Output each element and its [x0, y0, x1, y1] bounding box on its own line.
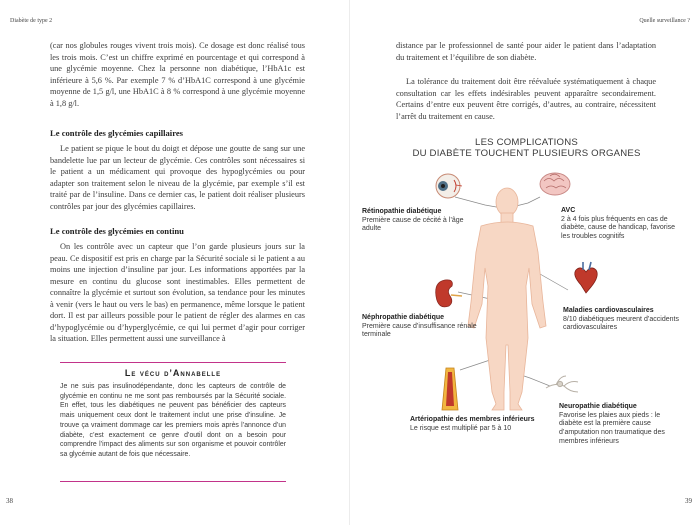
heading-continuous-glucose: Le contrôle des glycémies en continu	[50, 226, 184, 236]
box-bottom-rule	[60, 481, 286, 482]
running-head-right: Quelle surveillance ?	[639, 18, 690, 24]
testimony-box-text: Je ne suis pas insulinodépendante, donc les capteurs de contrôle de glycémie en continu ne me sont pas remboursés par la Sécurité sociale. En effet, tous les diabétiques ne peuvent pas bénéficier des capteurs mais uniquement ceux dont le traitement inclut une prise d’insuline. Je trouve ça vraiment dommage car les premiers mois après l’annonce d’un diabète, c’est exactement ce genre d’outil dont on a besoin pour comprendre l’impact des aliments sur son organisme et pouvoir contrôler sa glycémie autant de fois que nécessaire.	[60, 383, 286, 458]
paragraph-remote-monitoring: distance par le professionnel de santé pour aider le patient dans l’adaptation du traitement et l’équilibre de son diabète.	[396, 41, 656, 62]
paragraph-hba1c: (car nos globules rouges vivent trois mois). Ce dosage est donc réalisé tous les trois mois. C’est un chiffre exprimé en pourcentage et qui correspond à une glycémie moyenne. Chez la personne non diabétique, l’HbA1c est inférieure à 5,6 %. Par exemple 7 % d’HbA1C correspond à une glycémie moyenne de 1,5 g/l, une HbA1C à 8 % correspond à une glycémie moyenne à 1,8 g/l.	[50, 41, 305, 108]
label-arteriopathy	[410, 416, 535, 433]
infographic-title-line1: LES COMPLICATIONS	[475, 137, 578, 148]
paragraph-treatment-tolerance: La tolérance du traitement doit être réévaluée systématiquement à chaque consultation car les effets indésirables peuvent apparaître secondairement. Certains d’entre eux peuvent être corrigés, d’autres, au contraire, nécessitent l’arrêt du traitement en cause.	[396, 77, 656, 121]
nephropathy-title: Néphropathie diabétique	[362, 314, 445, 321]
nephropathy-text: Première cause d’insuffisance rénale terminale	[362, 322, 477, 339]
brain-icon	[540, 173, 570, 195]
retinopathy-title: Rétinopathie diabétique	[362, 208, 442, 215]
page-number-right: 39	[685, 497, 692, 505]
page-number-left: 38	[6, 497, 13, 505]
neuropathy-title: Neuropathie diabétique	[559, 403, 637, 410]
connector-eye	[455, 197, 502, 208]
arteriopathy-text: Le risque est multiplié par 5 à 10	[410, 424, 512, 432]
cardiovascular-title: Maladies cardiovasculaires	[563, 307, 654, 314]
human-body-silhouette	[468, 188, 546, 410]
eye-icon	[436, 174, 462, 198]
label-retinopathy	[362, 208, 477, 234]
infographic-title-line2: DU DIABÈTE TOUCHENT PLUSIEURS ORGANES	[412, 148, 641, 159]
label-cardiovascular	[563, 307, 683, 333]
running-head-left: Diabète de type 2	[10, 18, 53, 24]
kidney-icon	[436, 280, 462, 307]
artery-icon	[442, 368, 458, 410]
heart-icon	[575, 262, 597, 293]
paragraph-capillary: Le patient se pique le bout du doigt et dépose une goutte de sang sur une bandelette lue par un lecteur de glycémie. Ces contrôles sont nécessaires si le patient a un médicament qui provoque des hypoglycémies ou pour adapter son traitement selon le niveau de la glycémie, par exemple s’il est traité par de l’insuline. Dans ce dernier cas, le patient doit réaliser plusieurs contrôles par jour des glycémies capillaires.	[50, 144, 305, 211]
label-avc	[561, 207, 681, 242]
cardiovascular-text: 8/10 diabétiques meurent d’accidents cardiovasculaires	[563, 315, 679, 332]
paragraph-continuous: On les contrôle avec un capteur que l’on garde plusieurs jours sur la peau. Ce dispositif est pris en charge par la Sécurité sociale si le patient a au moins une injection d’insuline par jour. Les informations apportées par la mesure en continu du glucose sont inestimables. Elles permettent de connaître la glycémie et surtout son évolution, sa tendance pour les minutes à venir (vers le haut ou vers le bas) en permanence, même lorsque le patient dort. Il est par ailleurs possible pour le patient de régler des alarmes en cas d’hypoglycémie ou d’hyperglycémie, ce qui lui permet d’agir pour corriger la situation. Elles permettent aussi une surveillance à	[50, 242, 305, 344]
heading-capillary-glucose: Le contrôle des glycémies capillaires	[50, 128, 184, 138]
nerve-icon	[546, 376, 578, 392]
label-neuropathy	[559, 403, 684, 447]
avc-title: AVC	[561, 207, 576, 214]
label-nephropathy	[362, 314, 477, 340]
neuropathy-text: Favorise les plaies aux pieds : le diabète est la première cause d’amputation non traumatique des membres inférieurs	[559, 411, 665, 445]
box-top-rule	[60, 362, 286, 363]
right-page	[350, 0, 700, 525]
arteriopathy-title: Artériopathie des membres inférieurs	[410, 416, 535, 423]
avc-text: 2 à 4 fois plus fréquents en cas de diabète, cause de handicap, favorise les troubles cognitifs	[561, 215, 676, 241]
retinopathy-text: Première cause de cécité à l’âge adulte	[362, 216, 464, 233]
testimony-box-title: Le vécu d’Annabelle	[124, 368, 222, 378]
